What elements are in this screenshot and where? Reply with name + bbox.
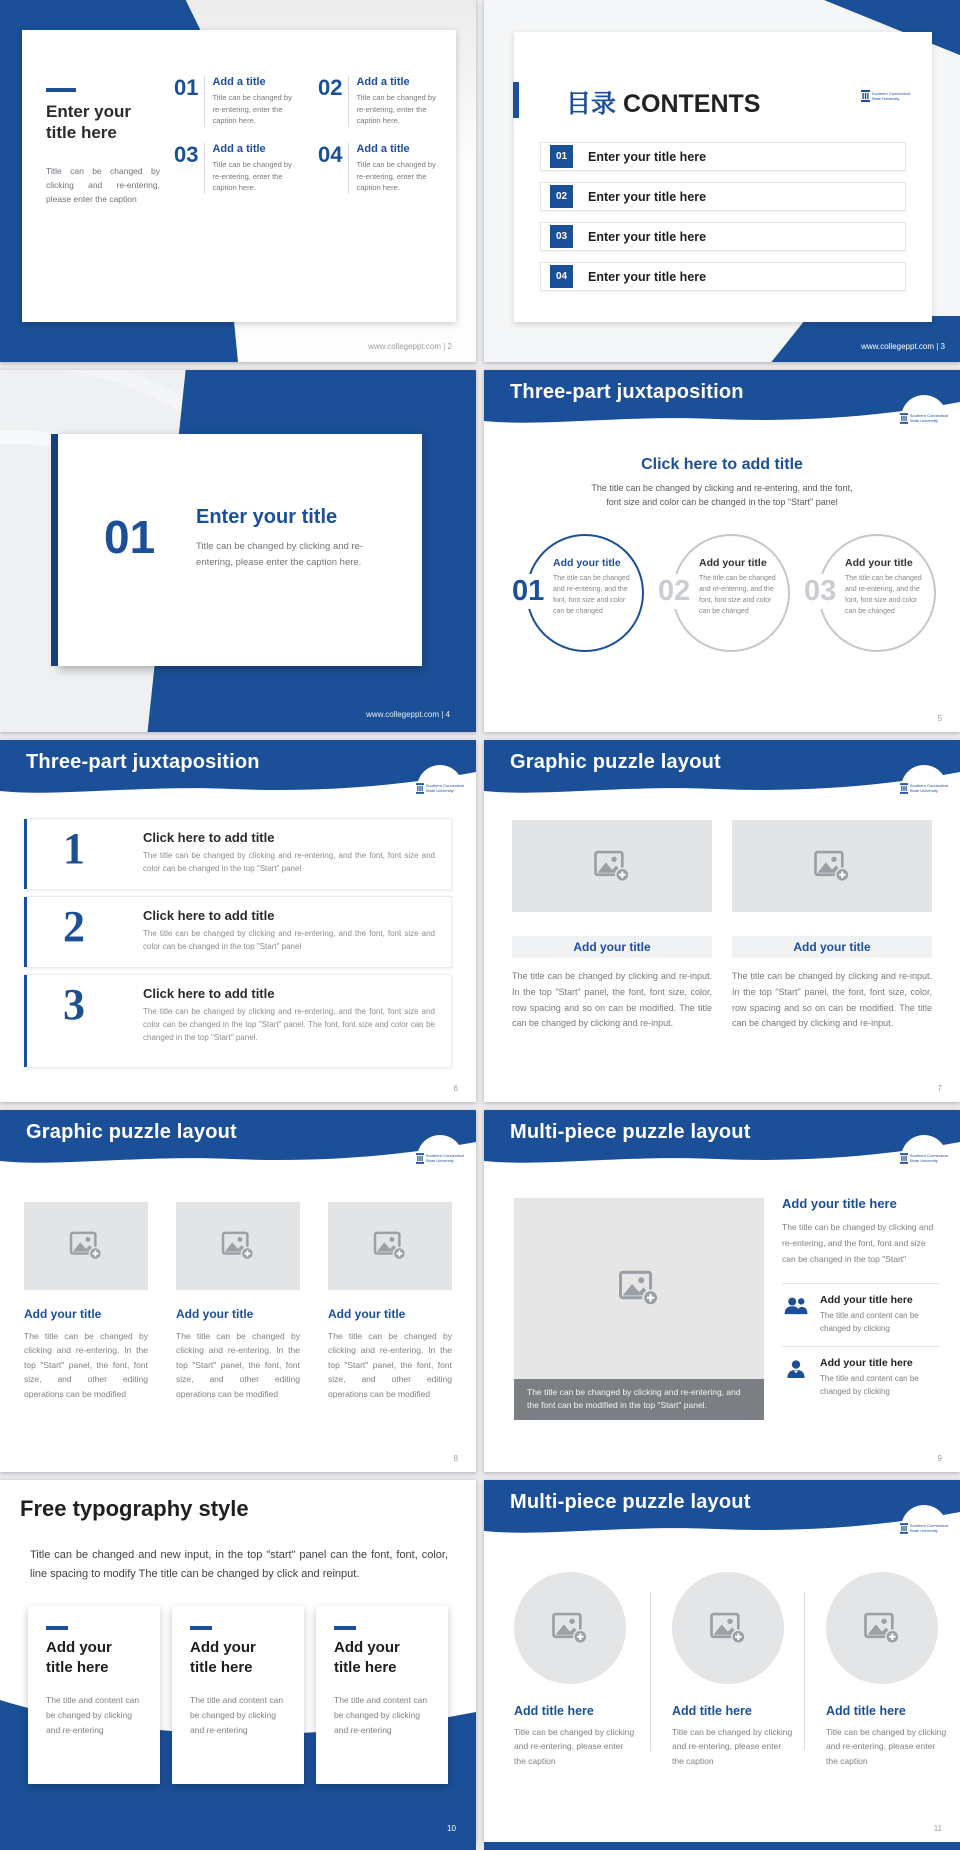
image-caption-bar: The title can be changed by clicking and re-entering, and the font can be modified in the top "Start" panel. <box>514 1379 764 1420</box>
add-image-icon <box>69 1231 103 1261</box>
row-caption: The title can be changed by clicking and re-entering, and the font, font size and color can be changed in the top "Start" panel <box>143 851 435 873</box>
contents-title: 目录 CONTENTS <box>566 90 761 118</box>
accent-dash <box>334 1626 356 1630</box>
intro-paragraph: Title can be changed and new input, in the top "start" panel can the font, font, color, line spacing to modify The title can be changed by click and reinput. <box>30 1549 448 1581</box>
image-placeholder[interactable] <box>826 1572 938 1684</box>
slide-thumbnail-10[interactable] <box>0 1480 476 1842</box>
slide-header-title: Multi-piece puzzle layout <box>510 1491 751 1513</box>
add-image-icon <box>863 1612 901 1645</box>
add-image-icon <box>709 1612 747 1645</box>
accent-dash <box>46 88 76 92</box>
item-caption: Title can be changed by re-entering, enter the caption here. <box>212 93 292 126</box>
circle-caption: The title can be changed and re-entering, and the font, font size and color can be changed <box>553 575 630 615</box>
vertical-divider <box>804 1592 805 1750</box>
image-placeholder[interactable] <box>176 1202 300 1290</box>
side-title: Add your title here <box>782 1196 897 1211</box>
add-image-icon <box>813 850 851 883</box>
item-number: 02 <box>318 76 349 127</box>
feature-title: Add your title here <box>820 1294 913 1307</box>
accent-bar <box>24 975 27 1067</box>
row-caption: The title can be changed by clicking and re-entering, and the font, font size and color can be changed in the top "Start" panel. The font, font size and color can be changed in the top "Start" panel. <box>143 1007 435 1042</box>
university-emblem-icon <box>900 783 908 794</box>
item-number: 03 <box>174 143 205 194</box>
item-number: 04 <box>318 143 349 194</box>
page-number: 9 <box>937 1454 942 1463</box>
circle-title: Add your title <box>553 557 621 569</box>
image-placeholder[interactable] <box>512 820 712 912</box>
column-title: Add your title <box>328 1307 406 1321</box>
slide2-title: Enter your title here <box>46 102 132 143</box>
slide-header-title: Graphic puzzle layout <box>510 751 721 773</box>
accent-bar <box>51 434 58 666</box>
slide-thumbnail-2[interactable] <box>0 0 476 362</box>
next-row-slide-edge <box>0 1842 476 1850</box>
feature-caption: The title and content can be changed by clicking <box>820 1311 919 1334</box>
column-caption: Title can be changed by clicking and re-entering, please enter the caption <box>514 1727 635 1766</box>
university-logo: Southern Connecticut State University <box>417 1135 463 1181</box>
slide-thumbnail-4[interactable] <box>0 370 476 732</box>
slide-header-title: Graphic puzzle layout <box>26 1121 237 1143</box>
university-logo: Southern Connecticut State University <box>901 765 947 811</box>
university-emblem-icon <box>861 90 870 102</box>
row-number: 1 <box>63 824 85 873</box>
column-caption: Title can be changed by clicking and re-entering, please enter the caption <box>826 1727 947 1766</box>
toc-row[interactable] <box>540 262 906 291</box>
accent-dash <box>46 1626 68 1630</box>
text-card <box>172 1606 304 1784</box>
toc-number-badge: 04 <box>550 265 573 288</box>
accent-dash <box>190 1626 212 1630</box>
image-placeholder[interactable] <box>732 820 932 912</box>
toc-row[interactable] <box>540 182 906 211</box>
card-title: Add your title here <box>46 1639 112 1676</box>
section-number: 01 <box>104 511 156 563</box>
row-caption: The title can be changed by clicking and re-entering, and the font, font size and color can be changed in the top "Start" panel <box>143 929 435 951</box>
slide-thumbnail-8[interactable] <box>0 1110 476 1472</box>
numbered-item <box>174 143 298 194</box>
slide-title: Free typography style <box>20 1496 249 1521</box>
university-logo: Southern Connecticut State University <box>901 1135 947 1181</box>
slide-thumbnail-6[interactable] <box>0 740 476 1102</box>
accent-bar <box>513 82 519 118</box>
row-number: 2 <box>63 902 85 951</box>
section-caption: Title can be changed by clicking and re-entering, please enter the caption here. <box>196 541 364 569</box>
university-emblem-icon <box>900 1153 908 1164</box>
list-item <box>24 896 452 968</box>
slide-footer: www.collegeppt.com | 3 <box>861 342 945 351</box>
corner-wedge-bottom <box>730 316 960 362</box>
column-title: Add your title <box>176 1307 254 1321</box>
text-card <box>316 1606 448 1784</box>
toc-label: Enter your title here <box>588 149 707 164</box>
option-circle <box>658 534 790 652</box>
slide2-caption: Title can be changed by clicking and re-entering, please enter the caption <box>46 165 160 204</box>
page-number: 6 <box>453 1084 458 1093</box>
column-caption: The title can be changed by clicking and re-input. In the top "Start" panel, the font, font size, color, row spacing and so on can be modified. The title can be changed by clicking and re-input. <box>512 971 712 1029</box>
numbered-item <box>318 143 442 194</box>
column-title: Add title here <box>826 1704 906 1718</box>
section-card <box>58 434 422 666</box>
item-title: Add a title <box>212 142 266 155</box>
vertical-divider <box>650 1592 651 1750</box>
page-number: 11 <box>933 1824 942 1833</box>
toc-label: Enter your title here <box>588 229 707 244</box>
slide-header-title: Multi-piece puzzle layout <box>510 1121 751 1143</box>
feature-title: Add your title here <box>820 1357 913 1370</box>
item-caption: Title can be changed by re-entering, enter the caption here. <box>356 93 436 126</box>
column-caption: The title can be changed by clicking and re-input. In the top "Start" panel, the font, font size, color, row spacing and so on can be modified. The title can be changed by clicking and re-input. <box>732 971 932 1029</box>
page-number: 8 <box>453 1454 458 1463</box>
card-title: Add your title here <box>190 1639 256 1676</box>
slide-footer: www.collegeppt.com | 4 <box>366 710 450 719</box>
column-title: Add your title <box>24 1307 102 1321</box>
accent-bar <box>24 819 27 889</box>
slide-thumbnail-9[interactable] <box>484 1110 960 1472</box>
card-caption: The title and content can be changed by clicking and re-entering <box>334 1695 428 1735</box>
side-caption: The title can be changed by clicking and re-entering, and the font, font and size can be changed in the top "Start" <box>782 1222 934 1265</box>
row-title: Click here to add title <box>143 908 275 923</box>
column-caption: Title can be changed by clicking and re-entering, please enter the caption <box>672 1727 793 1766</box>
accent-bar <box>24 897 27 967</box>
circle-caption: The title can be changed and re-entering, and the font, font size and color can be changed <box>699 575 776 615</box>
page-number: 10 <box>447 1824 456 1833</box>
item-title: Add a title <box>356 142 410 155</box>
page-number: 5 <box>937 714 942 723</box>
slide-header-title: Three-part juxtaposition <box>510 381 744 403</box>
row-title: Click here to add title <box>143 986 275 1001</box>
body-title: Click here to add title <box>641 456 803 473</box>
feature-item <box>782 1283 940 1346</box>
slide-header-title: Three-part juxtaposition <box>26 751 260 773</box>
toc-label: Enter your title here <box>588 269 707 284</box>
image-placeholder[interactable] <box>514 1572 626 1684</box>
card-caption: The title and content can be changed by clicking and re-entering <box>190 1695 284 1735</box>
slide-footer: www.collegeppt.com | 2 <box>368 342 452 351</box>
slide-thumbnail-5[interactable] <box>484 370 960 732</box>
numbered-item <box>174 76 298 127</box>
circle-title: Add your title <box>699 557 767 569</box>
column-title: Add your title <box>732 936 932 958</box>
numbered-item <box>318 76 442 127</box>
circle-number: 02 <box>658 575 691 607</box>
circle-number: 03 <box>804 575 837 607</box>
feature-item <box>782 1346 940 1409</box>
list-item <box>24 974 452 1068</box>
people-icon <box>782 1294 810 1316</box>
toc-row[interactable] <box>540 142 906 171</box>
item-number: 01 <box>174 76 205 127</box>
university-logo: Southern Connecticut State University <box>417 765 463 811</box>
body-subtitle: The title can be changed by clicking and re-entering, and the font, font size and color can be changed in the top "Start" panel <box>591 483 853 507</box>
card-caption: The title and content can be changed by clicking and re-entering <box>46 1695 140 1735</box>
column-caption: The title can be changed by clicking and re-entering. In the top "Start" panel, the font, font size, and other editing operations can be modified <box>24 1331 148 1399</box>
item-caption: Title can be changed by re-entering, enter the caption here. <box>356 159 436 193</box>
university-logo: Southern Connecticut State University <box>901 395 947 441</box>
option-circle <box>804 534 936 652</box>
column-caption: The title can be changed by clicking and re-entering. In the top "Start" panel, the font, font size, and other editing operations can be modified <box>328 1331 452 1399</box>
circle-number: 01 <box>512 575 545 607</box>
column-title: Add title here <box>514 1704 594 1718</box>
person-icon <box>782 1357 810 1379</box>
add-image-icon <box>373 1231 407 1261</box>
column-title: Add your title <box>512 936 712 958</box>
image-placeholder[interactable] <box>24 1202 148 1290</box>
image-placeholder[interactable] <box>328 1202 452 1290</box>
add-image-icon <box>593 850 631 883</box>
circle-caption: The title can be changed and re-entering, and the font, font size and color can be changed <box>845 575 922 615</box>
add-image-icon <box>221 1231 255 1261</box>
section-title: Enter your title <box>196 506 338 528</box>
university-emblem-icon <box>900 1523 908 1534</box>
university-logo: Southern Connecticut State University <box>901 1505 947 1551</box>
slide-thumbnail-3[interactable] <box>484 0 960 362</box>
feature-caption: The title and content can be changed by clicking <box>820 1374 919 1396</box>
slide-thumbnail-11[interactable] <box>484 1480 960 1842</box>
add-image-icon <box>551 1612 589 1645</box>
add-image-icon <box>618 1270 660 1307</box>
slide-thumbnail-7[interactable] <box>484 740 960 1102</box>
item-title: Add a title <box>212 76 266 88</box>
card-title: Add your title here <box>334 1639 400 1676</box>
item-title: Add a title <box>356 76 410 88</box>
text-card <box>28 1606 160 1784</box>
page-number: 7 <box>937 1084 942 1093</box>
slide2-content-card <box>22 30 456 322</box>
toc-row[interactable] <box>540 222 906 251</box>
row-number: 3 <box>63 980 85 1029</box>
option-circle <box>512 534 644 652</box>
toc-number-badge: 02 <box>550 185 573 208</box>
image-placeholder[interactable] <box>672 1572 784 1684</box>
column-caption: The title can be changed by clicking and re-entering. In the top "Start" panel, the font, font size, and other editing operations can be modified <box>176 1331 300 1399</box>
contents-card <box>514 32 932 322</box>
column-title: Add title here <box>672 1704 752 1718</box>
university-logo: Southern Connecticut State University <box>861 90 910 102</box>
next-row-slide-edge <box>484 1842 960 1850</box>
university-emblem-icon <box>900 413 908 424</box>
row-title: Click here to add title <box>143 830 275 845</box>
list-item <box>24 818 452 890</box>
item-caption: Title can be changed by re-entering, enter the caption here. <box>212 159 292 193</box>
circle-title: Add your title <box>845 557 913 569</box>
image-placeholder[interactable] <box>514 1198 764 1420</box>
toc-number-badge: 03 <box>550 225 573 248</box>
university-emblem-icon <box>416 1153 424 1164</box>
toc-label: Enter your title here <box>588 189 707 204</box>
university-emblem-icon <box>416 783 424 794</box>
toc-number-badge: 01 <box>550 145 573 168</box>
